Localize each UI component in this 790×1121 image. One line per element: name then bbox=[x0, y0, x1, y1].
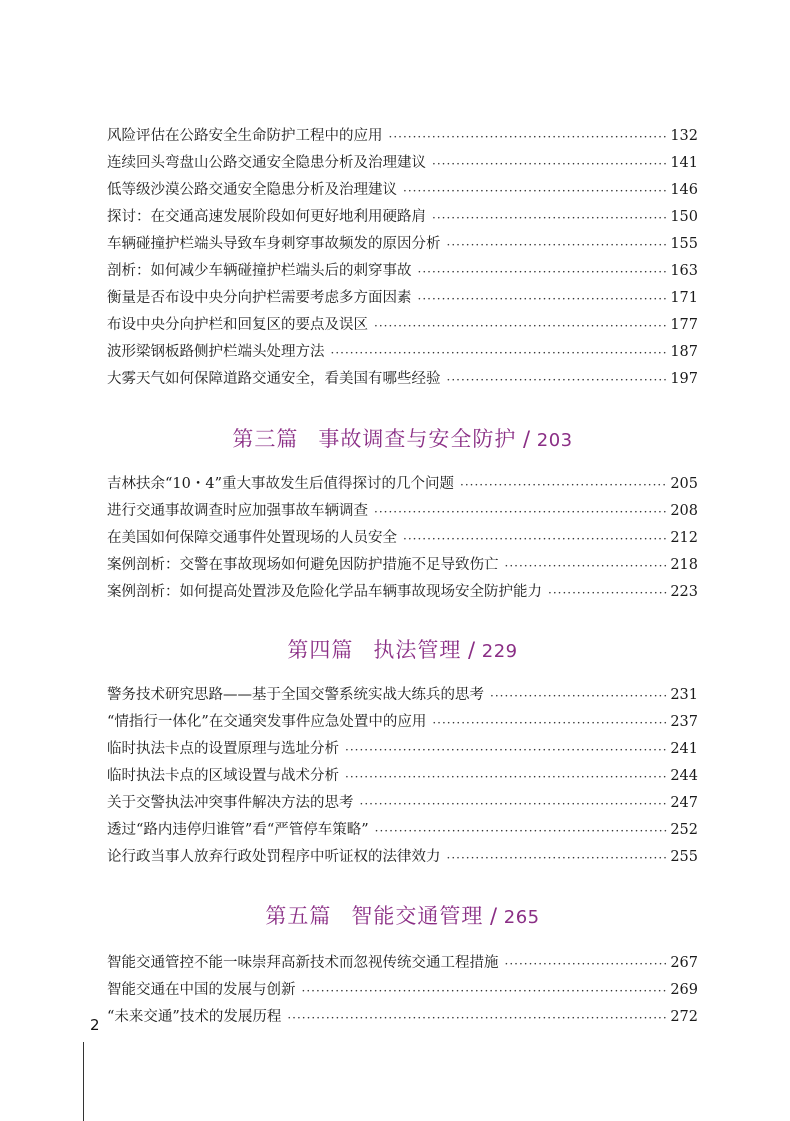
entry-title: 大雾天气如何保障道路交通安全，看美国有哪些经验 bbox=[107, 371, 441, 387]
leader-dots bbox=[374, 503, 667, 521]
entry-title: 智能交通管控不能一味崇拜高新技术而忽视传统交通工程措施 bbox=[107, 955, 499, 971]
entry-page: 132 bbox=[670, 128, 698, 144]
entry-page: 247 bbox=[670, 795, 698, 811]
toc-entry[interactable] bbox=[107, 551, 698, 575]
entry-page: 272 bbox=[670, 1009, 698, 1025]
margin-rule bbox=[83, 1042, 84, 1121]
entry-page: 255 bbox=[670, 849, 698, 865]
entry-page: 141 bbox=[670, 155, 698, 171]
entry-title: 剖析：如何减少车辆碰撞护栏端头后的刺穿事故 bbox=[107, 263, 412, 279]
leader-dots bbox=[418, 263, 668, 281]
toc-entry[interactable] bbox=[107, 149, 698, 173]
toc-entry[interactable] bbox=[107, 284, 698, 308]
entry-title: 智能交通在中国的发展与创新 bbox=[107, 982, 296, 998]
entry-page: 205 bbox=[670, 476, 698, 492]
entry-title: 案例剖析：交警在事故现场如何避免因防护措施不足导致伤亡 bbox=[107, 557, 499, 573]
leader-dots bbox=[287, 1009, 667, 1027]
toc-entry[interactable] bbox=[107, 311, 698, 335]
entry-title: 警务技术研究思路——基于全国交警系统实战大练兵的思考 bbox=[107, 687, 484, 703]
leader-dots bbox=[505, 557, 668, 575]
toc-entry[interactable] bbox=[107, 497, 698, 521]
entry-page: 150 bbox=[670, 209, 698, 225]
entry-page: 208 bbox=[670, 503, 698, 519]
entry-page: 155 bbox=[670, 236, 698, 252]
section-label: 第四篇 bbox=[287, 638, 354, 662]
toc-entry[interactable] bbox=[107, 122, 698, 146]
entry-title: 探讨：在交通高速发展阶段如何更好地利用硬路肩 bbox=[107, 209, 426, 225]
leader-dots bbox=[345, 768, 667, 786]
section-heading-4[interactable]: 第四篇 执法管理 / 229 bbox=[287, 638, 518, 662]
leader-dots bbox=[418, 290, 668, 308]
section-page: 203 bbox=[536, 430, 573, 451]
entry-page: 223 bbox=[670, 584, 698, 600]
entry-page: 241 bbox=[670, 741, 698, 757]
entry-page: 212 bbox=[670, 530, 698, 546]
toc-entry[interactable] bbox=[107, 735, 698, 759]
entry-page: 146 bbox=[670, 182, 698, 198]
leader-dots bbox=[360, 795, 668, 813]
entry-page: 218 bbox=[670, 557, 698, 573]
section-name: 智能交通管理 bbox=[351, 904, 484, 928]
entry-title: “未来交通”技术的发展历程 bbox=[107, 1009, 282, 1025]
entry-page: 187 bbox=[670, 344, 698, 360]
entry-page: 163 bbox=[670, 263, 698, 279]
leader-dots bbox=[345, 741, 667, 759]
leader-dots bbox=[389, 128, 668, 146]
toc-entry[interactable] bbox=[107, 176, 698, 200]
toc-entry[interactable] bbox=[107, 1003, 698, 1027]
leader-dots bbox=[447, 371, 668, 389]
entry-title: 临时执法卡点的区域设置与战术分析 bbox=[107, 768, 339, 784]
leader-dots bbox=[432, 209, 667, 227]
entry-title: 布设中央分向护栏和回复区的要点及误区 bbox=[107, 317, 368, 333]
section-heading-3[interactable]: 第三篇 事故调查与安全防护 / 203 bbox=[232, 427, 573, 451]
toc-entry[interactable] bbox=[107, 338, 698, 362]
leader-dots bbox=[432, 155, 667, 173]
entry-page: 177 bbox=[670, 317, 698, 333]
entry-title: 临时执法卡点的设置原理与选址分析 bbox=[107, 741, 339, 757]
entry-page: 171 bbox=[670, 290, 698, 306]
entry-page: 197 bbox=[670, 371, 698, 387]
entry-title: 低等级沙漠公路交通安全隐患分析及治理建议 bbox=[107, 182, 397, 198]
leader-dots bbox=[374, 317, 667, 335]
page-number: 2 bbox=[90, 1016, 100, 1034]
leader-dots bbox=[460, 476, 667, 494]
entry-page: 252 bbox=[670, 822, 698, 838]
entry-title: 进行交通事故调查时应加强事故车辆调查 bbox=[107, 503, 368, 519]
toc-entry[interactable] bbox=[107, 470, 698, 494]
section-label: 第三篇 bbox=[232, 427, 299, 451]
leader-dots bbox=[403, 182, 667, 200]
leader-dots bbox=[505, 955, 668, 973]
entry-page: 237 bbox=[670, 714, 698, 730]
entry-page: 267 bbox=[670, 955, 698, 971]
entry-title: 论行政当事人放弃行政处罚程序中听证权的法律效力 bbox=[107, 849, 441, 865]
toc-entry[interactable] bbox=[107, 708, 698, 732]
toc-entry[interactable] bbox=[107, 230, 698, 254]
entry-title: 在美国如何保障交通事件处置现场的人员安全 bbox=[107, 530, 397, 546]
leader-dots bbox=[490, 687, 667, 705]
entry-page: 231 bbox=[670, 687, 698, 703]
toc-entry[interactable] bbox=[107, 816, 698, 840]
leader-dots bbox=[447, 849, 668, 867]
toc-entry[interactable] bbox=[107, 203, 698, 227]
entry-title: 透过“路内违停归谁管”看“严管停车策略” bbox=[107, 822, 369, 838]
toc-entry[interactable] bbox=[107, 578, 698, 602]
entry-title: 波形梁钢板路侧护栏端头处理方法 bbox=[107, 344, 325, 360]
leader-dots bbox=[548, 584, 667, 602]
entry-title: 风险评估在公路安全生命防护工程中的应用 bbox=[107, 128, 383, 144]
toc-entry[interactable] bbox=[107, 762, 698, 786]
toc-entry[interactable] bbox=[107, 976, 698, 1000]
toc-entry[interactable] bbox=[107, 681, 698, 705]
section-name: 执法管理 bbox=[373, 638, 462, 662]
section-page: 265 bbox=[503, 907, 540, 928]
section-name: 事故调查与安全防护 bbox=[318, 427, 517, 451]
entry-title: 车辆碰撞护栏端头导致车身刺穿事故频发的原因分析 bbox=[107, 236, 441, 252]
entry-title: 案例剖析：如何提高处置涉及危险化学品车辆事故现场安全防护能力 bbox=[107, 584, 542, 600]
toc-entry[interactable] bbox=[107, 949, 698, 973]
section-heading-5[interactable]: 第五篇 智能交通管理 / 265 bbox=[265, 904, 540, 928]
entry-title: 关于交警执法冲突事件解决方法的思考 bbox=[107, 795, 354, 811]
entry-page: 269 bbox=[670, 982, 698, 998]
entry-page: 244 bbox=[670, 768, 698, 784]
entry-title: “情指行一体化”在交通突发事件应急处置中的应用 bbox=[107, 714, 427, 730]
leader-dots bbox=[432, 714, 667, 732]
section-label: 第五篇 bbox=[265, 904, 332, 928]
entry-title: 吉林扶余“10・4”重大事故发生后值得探讨的几个问题 bbox=[107, 476, 454, 492]
toc-entry[interactable] bbox=[107, 789, 698, 813]
leader-dots bbox=[447, 236, 668, 254]
entry-title: 连续回头弯盘山公路交通安全隐患分析及治理建议 bbox=[107, 155, 426, 171]
leader-dots bbox=[403, 530, 667, 548]
leader-dots bbox=[375, 822, 668, 840]
leader-dots bbox=[302, 982, 668, 1000]
section-page: 229 bbox=[481, 641, 518, 662]
leader-dots bbox=[331, 344, 668, 362]
toc-entry[interactable] bbox=[107, 843, 698, 867]
entry-title: 衡量是否布设中央分向护栏需要考虑多方面因素 bbox=[107, 290, 412, 306]
toc-entry[interactable] bbox=[107, 257, 698, 281]
toc-entry[interactable] bbox=[107, 365, 698, 389]
toc-entry[interactable] bbox=[107, 524, 698, 548]
